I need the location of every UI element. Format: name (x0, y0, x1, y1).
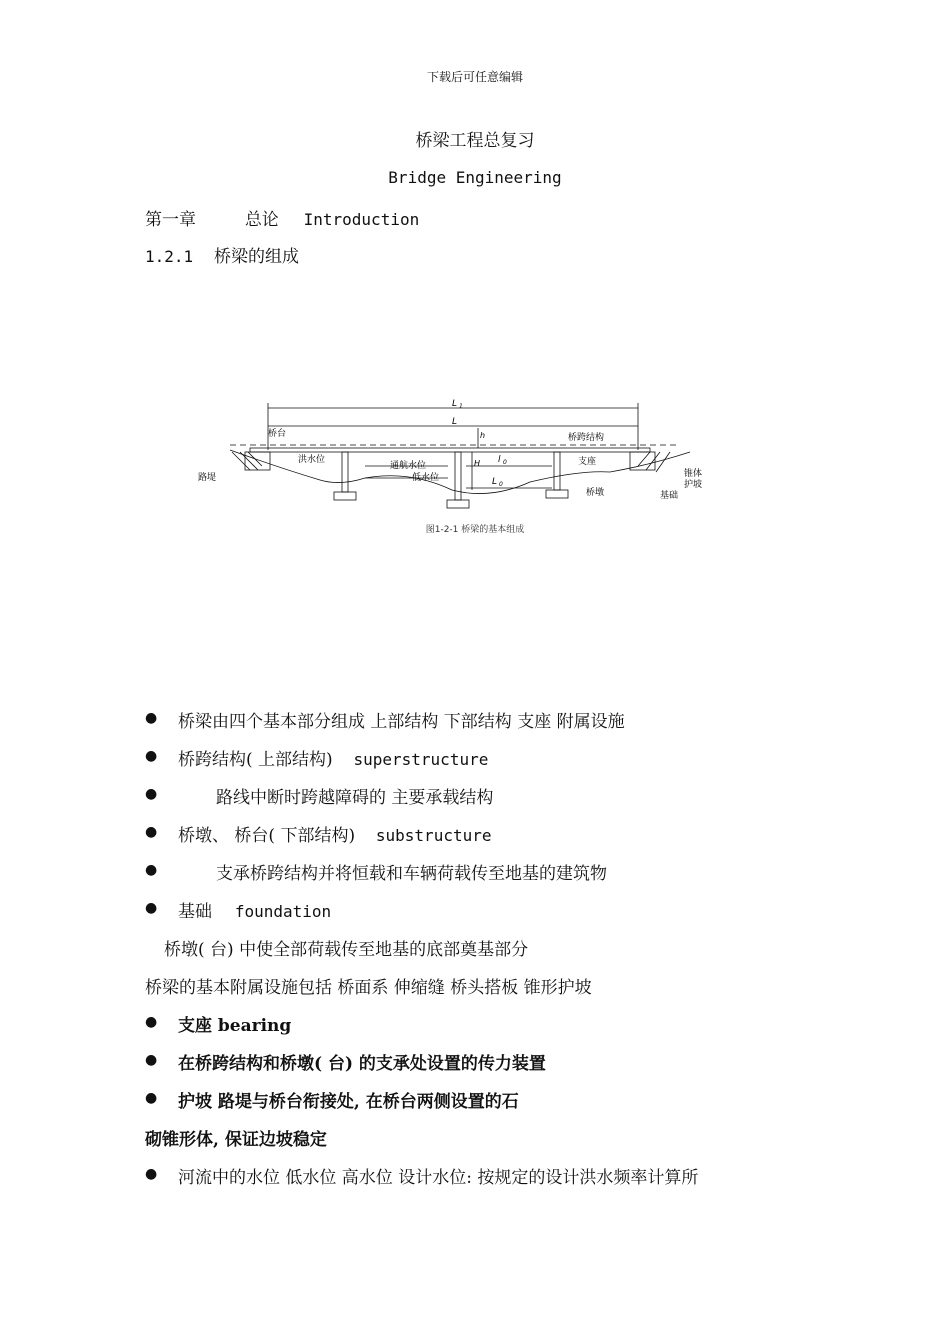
label-abutment: 桥台 (268, 429, 287, 439)
line-2-en: superstructure (353, 750, 489, 769)
line-9: 支座 bearing (178, 1016, 292, 1036)
chapter-english: Introduction (303, 210, 420, 229)
section-title: 桥梁的组成 (213, 247, 299, 267)
line-6-cn: 基础 (178, 902, 212, 922)
label-L: L (452, 417, 458, 427)
bullet-icon: ● (145, 1166, 158, 1182)
line-12: 砌锥形体, 保证边坡稳定 (145, 1130, 327, 1150)
bridge-diagram (190, 390, 720, 540)
pier-2 (455, 452, 461, 500)
label-slope-protection: 护坡 (684, 480, 703, 490)
label-l0: l (498, 455, 501, 465)
line-6-en: foundation (234, 902, 332, 921)
label-l0-sub: 0 (503, 459, 507, 466)
bullet-icon: ● (145, 1014, 158, 1030)
line-10: 在桥跨结构和桥墩( 台) 的支承处设置的传力装置 (178, 1054, 546, 1074)
section-heading (145, 242, 299, 267)
label-bearing: 支座 (578, 457, 597, 467)
label-low-water: 低水位 (412, 473, 440, 483)
label-superstructure: 桥跨结构 (568, 433, 605, 443)
line-8: 桥梁的基本附属设施包括 桥面系 伸缩缝 桥头搭板 锥形护坡 (145, 978, 592, 998)
bullet-icon: ● (145, 1052, 158, 1068)
label-H: H (474, 459, 481, 468)
bullet-icon: ● (145, 900, 158, 916)
document-subtitle: Bridge Engineering (388, 168, 562, 187)
line-6 (178, 897, 331, 922)
label-cone: 锥体 (684, 469, 703, 479)
line-2-cn: 桥跨结构( 上部结构) (178, 750, 333, 770)
line-3: 路线中断时跨越障碍的 主要承载结构 (216, 788, 494, 808)
label-L1-sub: 1 (459, 403, 463, 410)
pier-3 (554, 452, 560, 490)
bullet-icon: ● (145, 824, 158, 840)
bullet-icon: ● (145, 748, 158, 764)
label-h: h (480, 431, 486, 440)
line-11: 护坡 路堤与桥台衔接处, 在桥台两侧设置的石 (178, 1092, 519, 1112)
label-flood-level: 洪水位 (298, 455, 326, 465)
deck (250, 448, 650, 452)
label-L0: L (492, 477, 498, 487)
page-header: 下载后可任意编辑 (426, 70, 523, 84)
line-4-cn: 桥墩、 桥台( 下部结构) (178, 826, 356, 846)
bullet-icon: ● (145, 710, 158, 726)
label-pier: 桥墩 (586, 488, 605, 498)
chapter-name: 总论 (244, 210, 279, 230)
line-4 (178, 821, 491, 846)
line-2 (178, 745, 488, 770)
bullet-icon: ● (145, 862, 158, 878)
label-embankment: 路堤 (198, 473, 217, 483)
line-7: 桥墩( 台) 中使全部荷载传至地基的底部奠基部分 (164, 940, 529, 960)
label-L0-sub: 0 (499, 481, 503, 488)
line-1: 桥梁由四个基本部分组成 上部结构 下部结构 支座 附属设施 (178, 712, 625, 732)
chapter-heading (145, 205, 419, 230)
label-navigation-level: 通航水位 (390, 461, 427, 471)
label-foundation: 基础 (660, 491, 679, 501)
label-L1: L (452, 399, 458, 409)
pier-1 (342, 452, 348, 492)
bullet-icon: ● (145, 786, 158, 802)
section-number: 1.2.1 (145, 247, 194, 266)
bullet-icon: ● (145, 1090, 158, 1106)
chapter-label: 第一章 (145, 210, 196, 230)
document-title: 桥梁工程总复习 (415, 131, 535, 151)
figure-caption: 图1-2-1 桥梁的基本组成 (425, 525, 525, 535)
line-13: 河流中的水位 低水位 高水位 设计水位: 按规定的设计洪水频率计算所 (178, 1168, 699, 1188)
line-5: 支承桥跨结构并将恒载和车辆荷载传至地基的建筑物 (216, 864, 607, 884)
line-4-en: substructure (375, 826, 492, 845)
